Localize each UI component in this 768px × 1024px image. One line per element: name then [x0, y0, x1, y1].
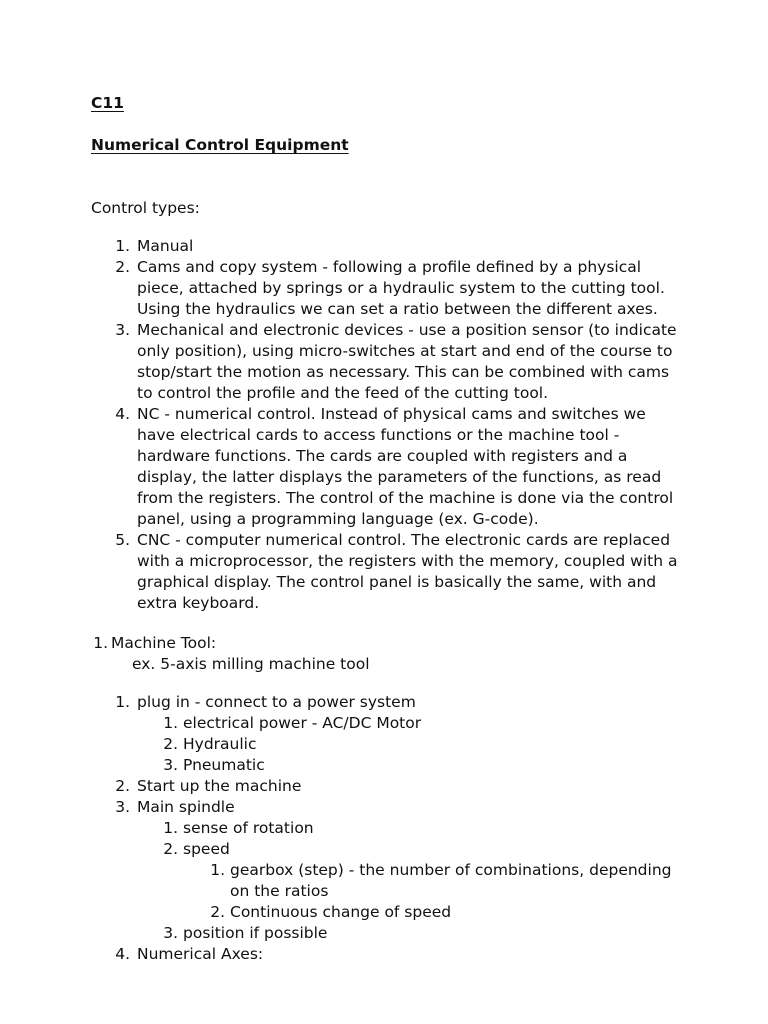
list-item-number: 3.: [115, 321, 130, 339]
list-item-text: piece, attached by springs or a hydraulic system to the cutting tool.: [137, 279, 665, 297]
list-item-number: 2.: [163, 735, 178, 753]
list-item-text: on the ratios: [230, 882, 329, 900]
list-item-text: Hydraulic: [183, 735, 257, 753]
list-item-number: 2.: [115, 777, 130, 795]
list-item-number: 3.: [163, 756, 178, 774]
list-item-text: Continuous change of speed: [230, 903, 452, 921]
list-item-text: electrical power - AC/DC Motor: [183, 714, 422, 732]
list-item-text: extra keyboard.: [137, 594, 260, 612]
list-item-text: speed: [183, 840, 230, 858]
list-item-number: 4.: [115, 945, 130, 963]
list-item-number: 1.: [163, 819, 178, 837]
list-item-text: Manual: [137, 237, 194, 255]
list-item-text: NC - numerical control. Instead of physical cams and switches we: [137, 405, 646, 423]
list-item-text: Main spindle: [137, 798, 235, 816]
list-item-text: Pneumatic: [183, 756, 265, 774]
document-code: C11: [91, 94, 124, 112]
list-item-text: with a microprocessor, the registers with the memory, coupled with a: [137, 552, 678, 570]
list-item-number: 1.: [210, 861, 225, 879]
document-title: Numerical Control Equipment: [91, 136, 349, 154]
list-item-number: 2.: [115, 258, 130, 276]
list-item-number: 1.: [115, 693, 130, 711]
control-types-label: Control types:: [91, 199, 200, 217]
list-item-number: 2.: [210, 903, 225, 921]
list-item-number: 5.: [115, 531, 130, 549]
list-item-text: graphical display. The control panel is basically the same, with and: [137, 573, 657, 591]
list-item-text: plug in - connect to a power system: [137, 693, 416, 711]
list-item-text: stop/start the motion as necessary. This can be combined with cams: [137, 363, 670, 381]
list-item-number: 4.: [115, 405, 130, 423]
list-item-number: 3.: [163, 924, 178, 942]
section-number: 1.: [93, 634, 108, 652]
list-item-text: position if possible: [183, 924, 328, 942]
list-item-text: have electrical cards to access functions or the machine tool -: [137, 426, 620, 444]
list-item-text: CNC - computer numerical control. The electronic cards are replaced: [137, 531, 671, 549]
list-item-text: Cams and copy system - following a profile defined by a physical: [137, 258, 642, 276]
section-example: ex. 5-axis milling machine tool: [132, 655, 370, 673]
list-item-text: only position), using micro-switches at start and end of the course to: [137, 342, 673, 360]
list-item-number: 2.: [163, 840, 178, 858]
list-item-number: 3.: [115, 798, 130, 816]
list-item-text: Using the hydraulics we can set a ratio between the different axes.: [137, 300, 658, 318]
list-item-text: Start up the machine: [137, 777, 302, 795]
list-item-text: Mechanical and electronic devices - use a position sensor (to indicate: [137, 321, 677, 339]
list-item-text: from the registers. The control of the machine is done via the control: [137, 489, 674, 507]
list-item-text: gearbox (step) - the number of combinations, depending: [230, 861, 672, 879]
list-item-text: sense of rotation: [183, 819, 314, 837]
section-title: Machine Tool:: [111, 634, 217, 652]
list-item-text: panel, using a programming language (ex. G-code).: [137, 510, 539, 528]
list-item-number: 1.: [163, 714, 178, 732]
list-item-number: 1.: [115, 237, 130, 255]
list-item-text: hardware functions. The cards are coupled with registers and a: [137, 447, 628, 465]
list-item-text: display, the latter displays the parameters of the functions, as read: [137, 468, 662, 486]
list-item-text: to control the profile and the feed of the cutting tool.: [137, 384, 549, 402]
list-item-text: Numerical Axes:: [137, 945, 264, 963]
